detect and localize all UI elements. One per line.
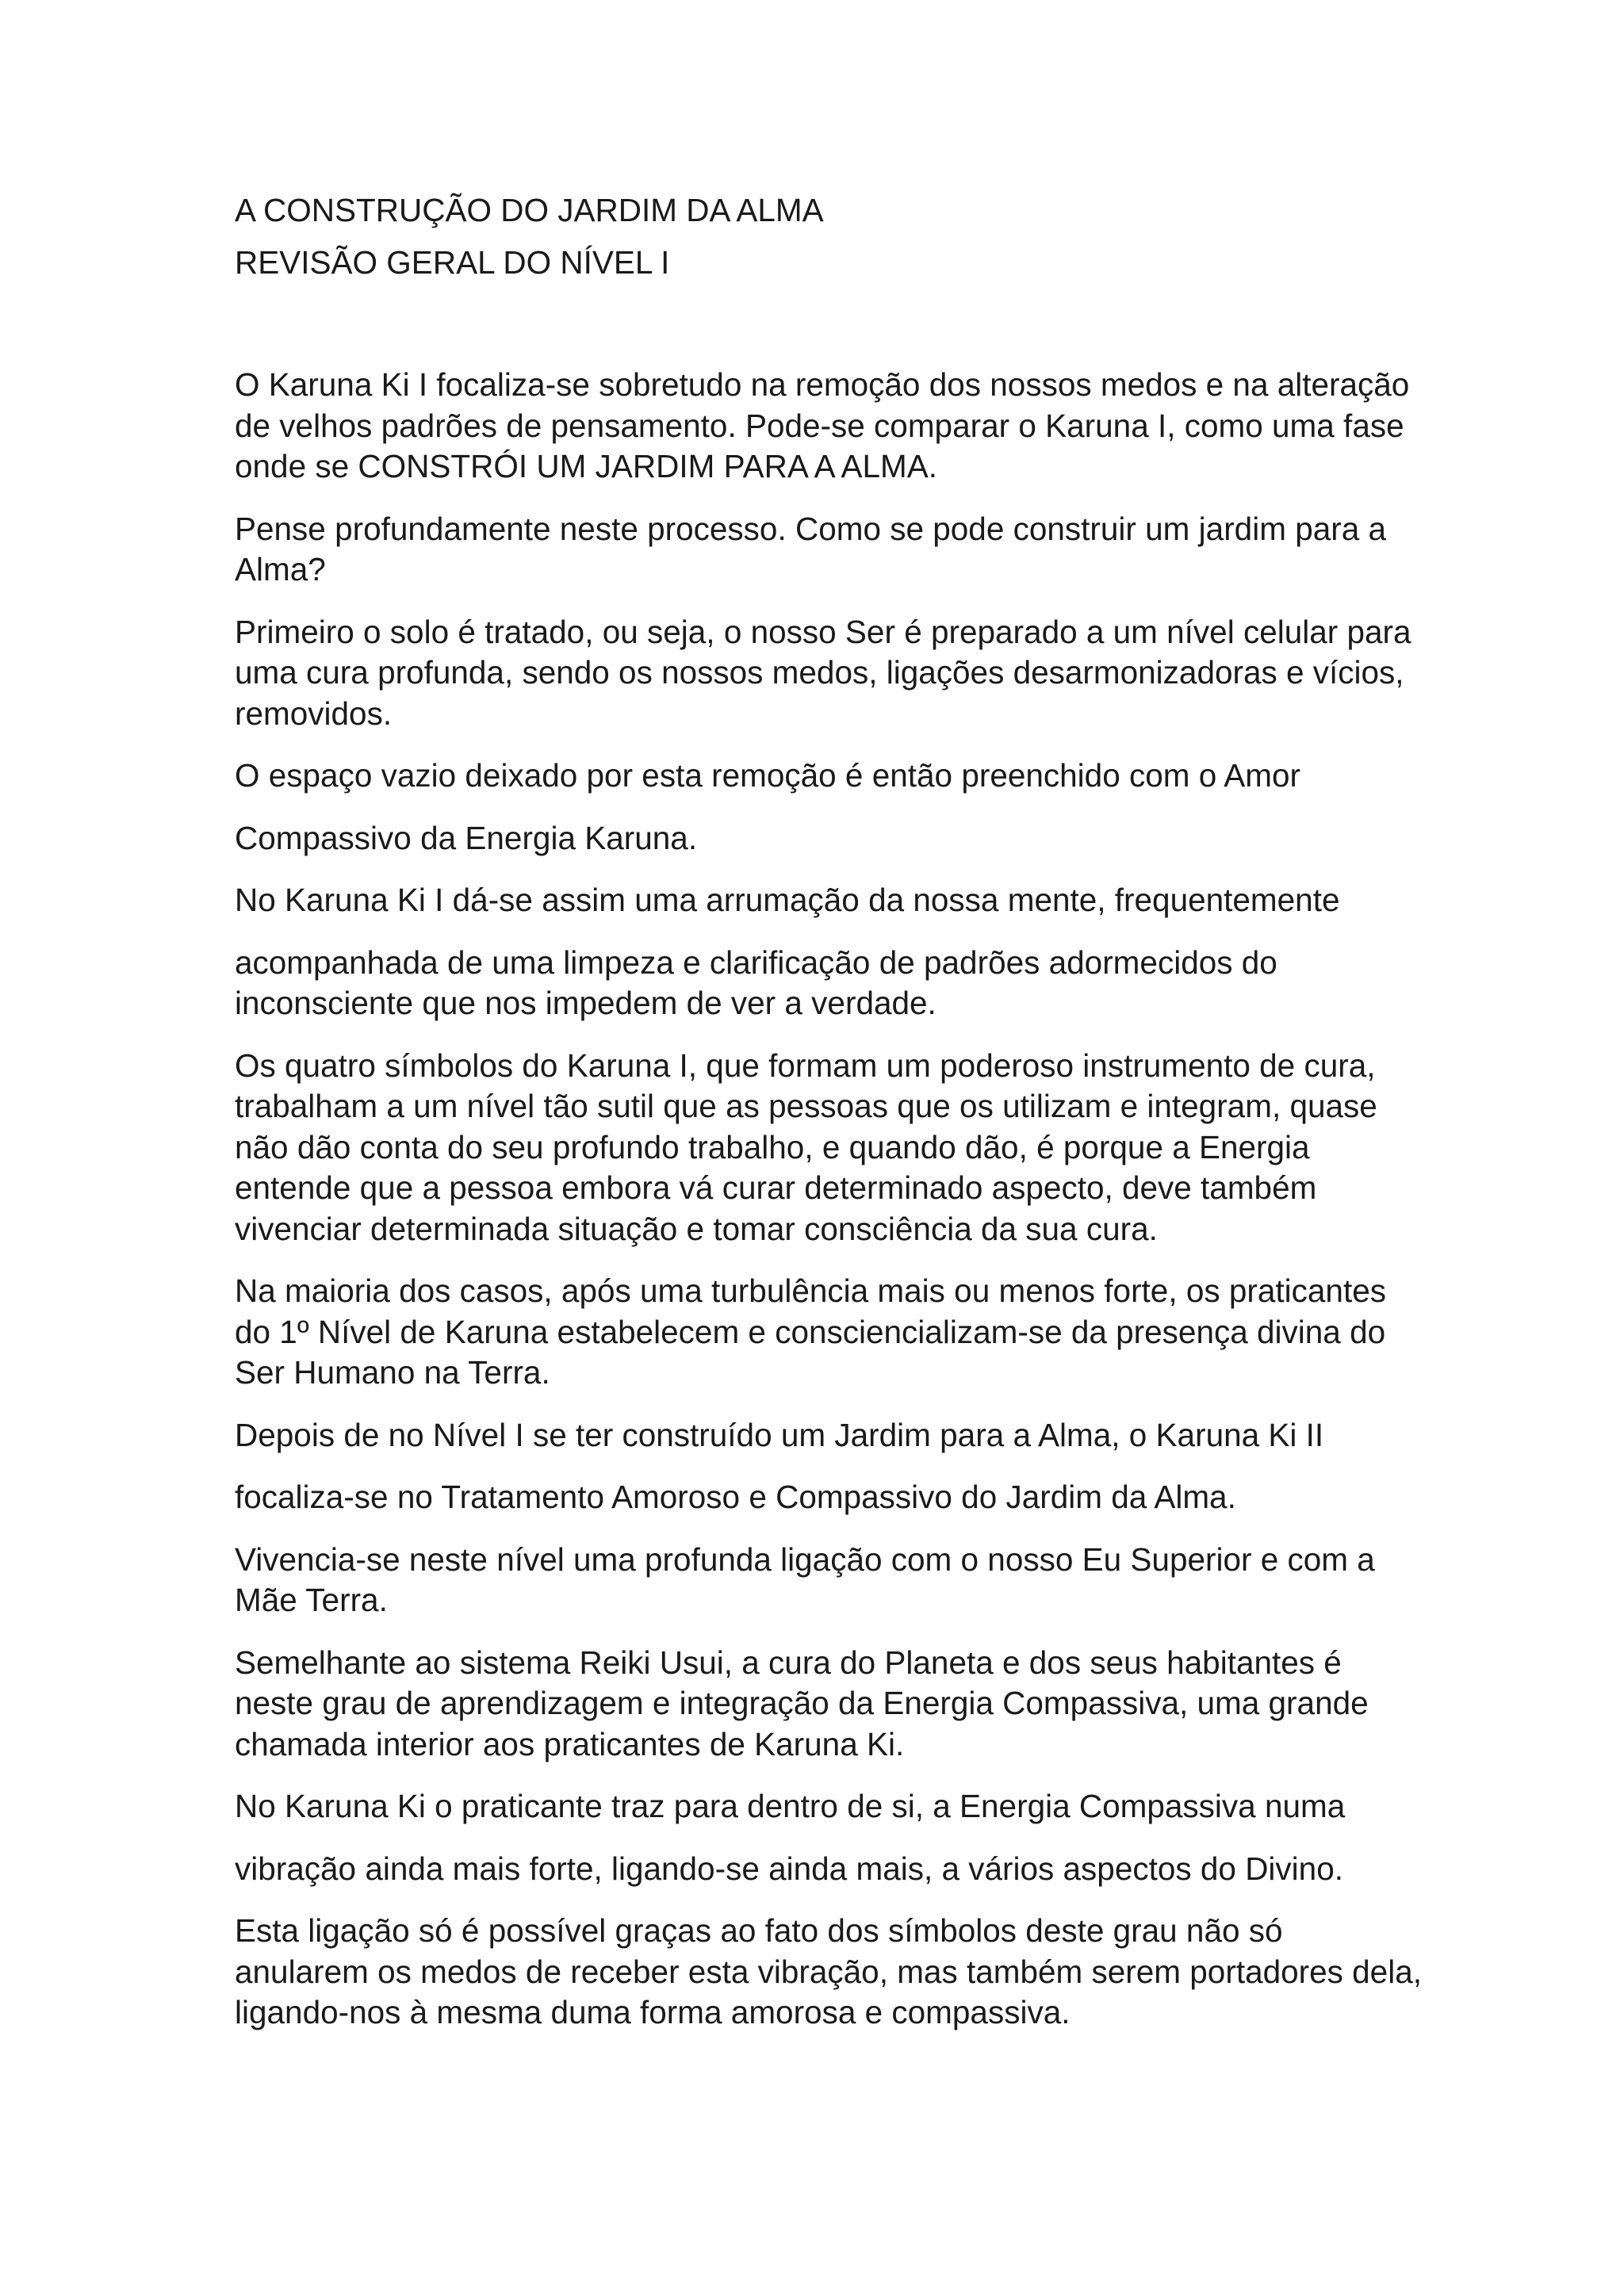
paragraph: acompanhada de uma limpeza e clarificação de padrões adormecidos do inconsciente que nos impedem de ver a verdade. bbox=[235, 943, 1277, 1021]
paragraph: Primeiro o solo é tratado, ou seja, o nosso Ser é preparado a um nível celular para uma cura profunda, sendo os nossos medos, ligações desarmonizadoras e vícios, removidos. bbox=[235, 613, 1411, 732]
paragraph: Esta ligação só é possível graças ao fato dos símbolos deste grau não só anularem os medos de receber esta vibração, mas também serem portadores dela, ligando-nos à mesma duma forma amorosa e compassiva. bbox=[235, 1912, 1422, 2030]
paragraph: Vivencia-se neste nível uma profunda ligação com o nosso Eu Superior e com a Mãe Terra. bbox=[235, 1540, 1375, 1618]
paragraph: No Karuna Ki I dá-se assim uma arrumação da nossa mente, frequentemente bbox=[235, 882, 1340, 918]
paragraph: Compassivo da Energia Karuna. bbox=[235, 819, 698, 856]
paragraph: O espaço vazio deixado por esta remoção é então preenchido com o Amor bbox=[235, 757, 1301, 794]
paragraph: O Karuna Ki I focaliza-se sobretudo na remoção dos nossos medos e na alteração de velhos padrões de pensamento. Pode-se comparar o Karuna I, como uma fase onde se CONSTRÓI UM JARDIM PARA A ALMA. bbox=[235, 366, 1410, 484]
document-body bbox=[235, 365, 1424, 2034]
document-content bbox=[235, 190, 1424, 2055]
paragraph: No Karuna Ki o praticante traz para dentro de si, a Energia Compassiva numa bbox=[235, 1788, 1346, 1824]
paragraph: Os quatro símbolos do Karuna I, que formam um poderoso instrumento de cura, trabalham a um nível tão sutil que as pessoas que os utilizam e integram, quase não dão conta do seu profundo trabalho, e quando dão, é porque a Energia entende que a pessoa embora vá curar determinado aspecto, deve também vivenciar determinada situação e tomar consciência da sua cura. bbox=[235, 1047, 1377, 1247]
document-title: A CONSTRUÇÃO DO JARDIM DA ALMA bbox=[235, 192, 824, 228]
paragraph: Depois de no Nível I se ter construído um Jardim para a Alma, o Karuna Ki II bbox=[235, 1416, 1324, 1453]
paragraph: Pense profundamente neste processo. Como se pode construir um jardim para a Alma? bbox=[235, 510, 1387, 587]
paragraph: Semelhante ao sistema Reiki Usui, a cura do Planeta e dos seus habitantes é neste grau de aprendizagem e integração da Energia Compassiva, uma grande chamada interior aos praticantes de Karuna Ki. bbox=[235, 1644, 1369, 1762]
paragraph: focaliza-se no Tratamento Amoroso e Compassivo do Jardim da Alma. bbox=[235, 1479, 1236, 1515]
paragraph: vibração ainda mais forte, ligando-se ainda mais, a vários aspectos do Divino. bbox=[235, 1850, 1343, 1887]
paragraph: Na maioria dos casos, após uma turbulência mais ou menos forte, os praticantes do 1º Nível de Karuna estabelecem e consciencializam-se da presença divina do Ser Humano na Terra. bbox=[235, 1272, 1386, 1391]
document-subtitle: REVISÃO GERAL DO NÍVEL I bbox=[235, 243, 670, 281]
